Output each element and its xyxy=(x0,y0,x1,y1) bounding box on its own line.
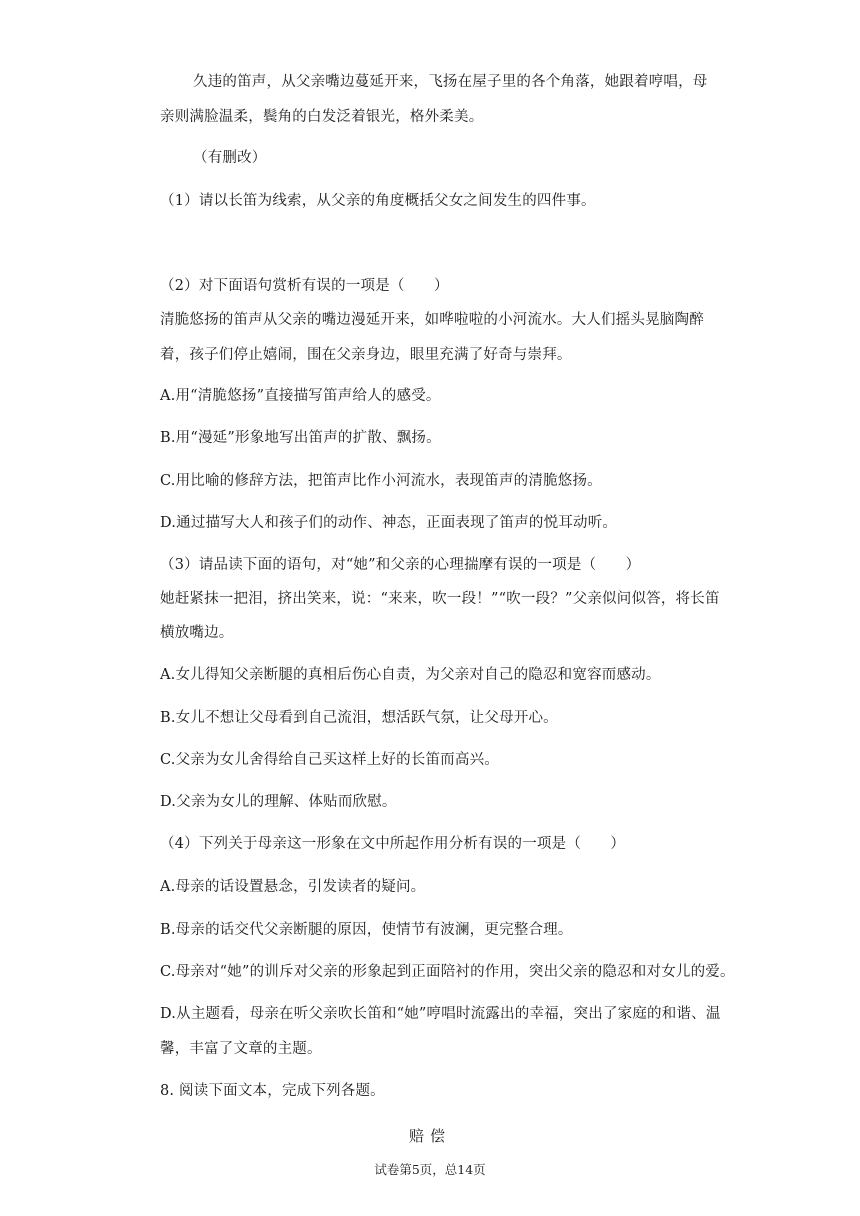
question-3-option-b: B.女儿不想让父母看到自己流泪，想活跃气氛，让父母开心。 xyxy=(160,710,558,726)
question-3-option-c: C.父亲为女儿舍得给自己买这样上好的长笛而高兴。 xyxy=(160,752,499,768)
question-4-option-d-line-1: D.从主题看，母亲在听父亲吹长笛和“她”哼唱时流露出的幸福，突出了家庭的和谐、温 xyxy=(160,1006,721,1022)
question-3-option-d: D.父亲为女儿的理解、体贴而欣慰。 xyxy=(160,794,397,810)
question-2-option-a: A.用“清脆悠扬”直接描写笛声给人的感受。 xyxy=(160,388,441,404)
question-4-option-c: C.母亲对“她”的训斥对父亲的形象起到正面陪衬的作用，突出父亲的隐忍和对女儿的爱。 xyxy=(160,964,735,980)
question-2-option-b: B.用“漫延”形象地写出笛声的扩散、飘扬。 xyxy=(160,430,441,446)
question-3-quote-line-1: 她赶紧抹一把泪，挤出笑来，说：“来来，吹一段！”“吹一段？”父亲似问似答，将长笛 xyxy=(160,591,720,607)
question-1: （1）请以长笛为线索，从父亲的角度概括父女之间发生的四件事。 xyxy=(160,193,596,209)
page-footer: 试卷第5页，总14页 xyxy=(374,1162,486,1177)
question-3-stem: （3）请品读下面的语句，对“她”和父亲的心理揣摩有误的一项是（ ） xyxy=(160,557,641,573)
question-4-option-b: B.母亲的话交代父亲断腿的原因，使情节有波澜，更完整合理。 xyxy=(160,922,573,938)
passage-line-1: 久违的笛声，从父亲嘴边蔓延开来，飞扬在屋子里的各个角落，她跟着哼唱，母 xyxy=(193,74,708,90)
passage-line-2: 亲则满脸温柔，鬓角的白发泛着银光，格外柔美。 xyxy=(160,109,484,125)
question-8: 8. 阅读下面文本，完成下列各题。 xyxy=(160,1083,385,1099)
question-2-option-d: D.通过描写大人和孩子们的动作、神态，正面表现了笛声的悦耳动听。 xyxy=(160,515,618,531)
question-3-option-a: A.女儿得知父亲断腿的真相后伤心自责，为父亲对自己的隐忍和宽容而感动。 xyxy=(160,667,661,683)
question-2-stem: （2）对下面语句赏析有误的一项是（ ） xyxy=(160,278,449,294)
source-note: （有删改） xyxy=(193,150,267,166)
question-2-option-c: C.用比喻的修辞方法，把笛声比作小河流水，表现笛声的清脆悠扬。 xyxy=(160,473,602,489)
question-4-stem: （4）下列关于母亲这一形象在文中所起作用分析有误的一项是（ ） xyxy=(160,836,626,852)
question-2-quote-line-1: 清脆悠扬的笛声从父亲的嘴边漫延开来，如哗啦啦的小河流水。大人们摇头晃脑陶醉 xyxy=(160,312,704,328)
question-4-option-d-line-2: 馨，丰富了文章的主题。 xyxy=(160,1041,322,1057)
question-3-quote-line-2: 横放嘴边。 xyxy=(160,625,234,641)
question-4-option-a: A.母亲的话设置悬念，引发读者的疑问。 xyxy=(160,879,426,895)
question-2-quote-line-2: 着，孩子们停止嬉闹，围在父亲身边，眼里充满了好奇与崇拜。 xyxy=(160,347,572,363)
passage-title: 赔偿 xyxy=(408,1127,451,1145)
